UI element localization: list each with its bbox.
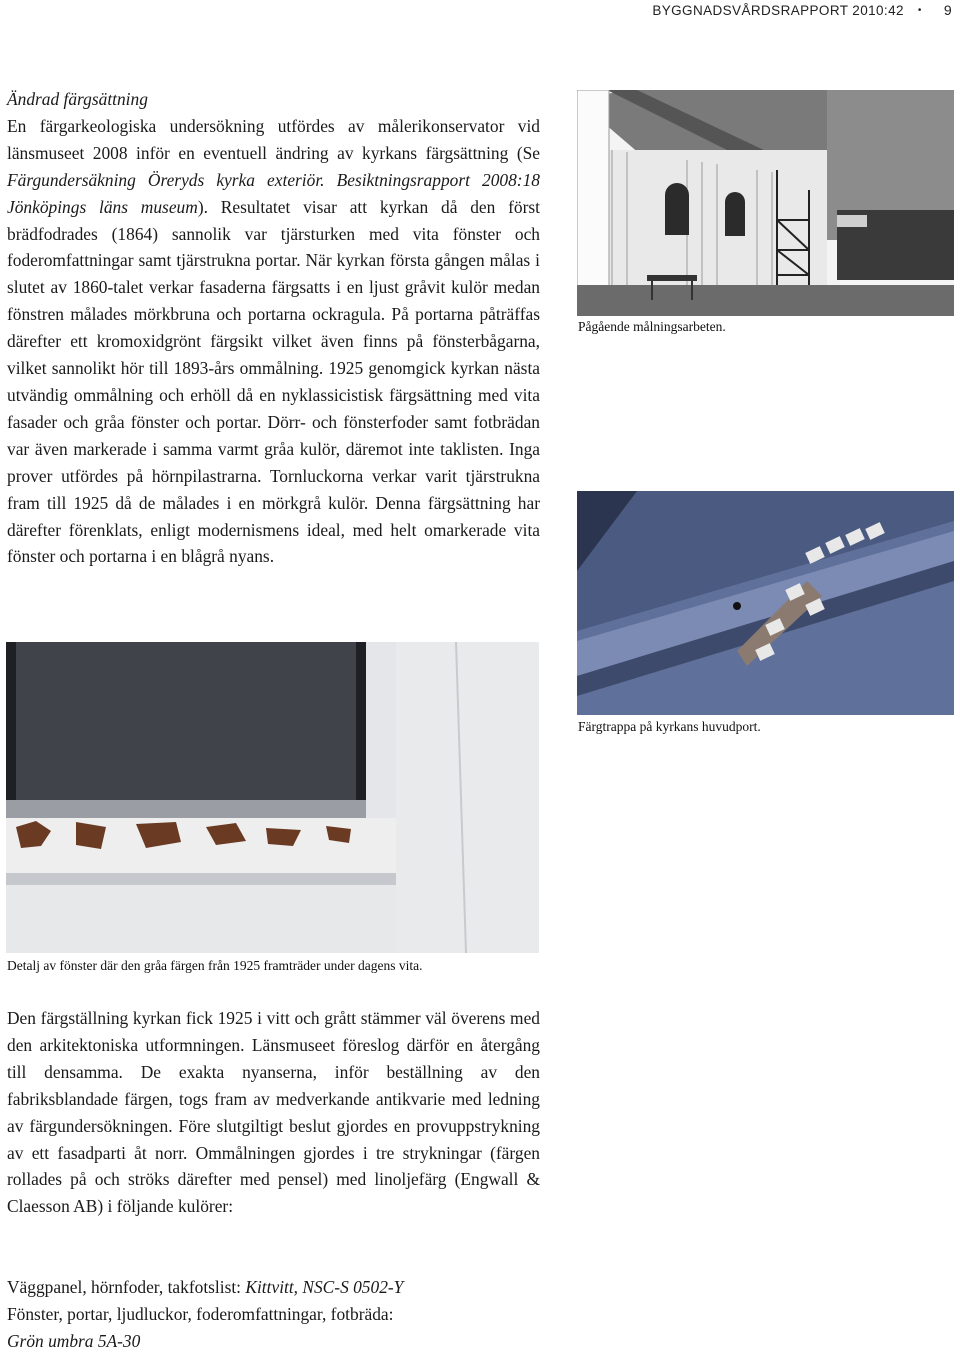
color-line-1 (7, 1274, 540, 1301)
door-paint-stair-photo (577, 491, 954, 715)
color-line-1-value: Kittvitt, NSC-S 0502-Y (245, 1277, 404, 1297)
report-title: BYGGNADSVÅRDSRAPPORT 2010:42 (652, 2, 904, 18)
window-photo-caption: Detalj av fönster där den gråa färgen från 1925 framträder under dagens vita. (7, 958, 423, 973)
color-line-2-label: Fönster, portar, ljudluckor, foderomfattningar, fotbräda: (7, 1303, 394, 1324)
intro-reference: Färgundersäkning Öreryds kyrka exteriör. Besiktningsrapport 2008:18 Jönköpings läns museum (7, 169, 540, 217)
color-line-2-value: Grön umbra 5A-30 (7, 1330, 141, 1351)
header-separator: • (917, 4, 922, 16)
intro-text-start: En färgarkeologiska undersökning utfördes av målerikonservator vid länsmuseet 2008 inför en eventuell ändring av kyrkans färgsättning (Se (7, 115, 540, 163)
intro-text-rest: ). Resultatet visar att kyrkan då den först brädfodrades (1864) sannolik var tjärsturken med vita fönster och foderomfattningar samt tjärstrukna portar. När kyrkan första gången målas i slutet av 1860-talet verkar fasaderna färgsatts i en ljust gråvit kulör medan fönstren målades mörkbruna och portarna ockragula. På portarna påträffas därefter ett kromoxidgrönt färgsikt vilket även finns på fönsterbågarna, vilket sannolikt hör till 1893-års ommålning. 1925 genomgick kyrkan nästa utvändig ommålning och erhöll då en nyklassicistisk färgsättning med vita fasader och gråa fönster och portar. Dörr- och fönsterfoder samt fotbrädan var även markerade i samma varmt gråa kulör, däremot inte taklisten. Inga prover utfördes på hörnpilastrarna. Tornluckorna verkar varit tjärstrukna fram till 1925 då de målades i en mörkgrå kulör. Denna färgsättning har därefter förenklats, enligt modernismens ideal, med helt omarkerade vita fönster och portarna i en blågrå nyans. (7, 196, 541, 567)
intro-paragraph (7, 86, 540, 570)
running-header (652, 2, 952, 18)
window-illustration (6, 642, 539, 953)
door-illustration (577, 491, 954, 715)
door-photo-caption: Färgtrappa på kyrkans huvudport. (578, 719, 761, 734)
church-photo-caption: Pågående målningsarbeten. (578, 319, 726, 334)
church-painting-photo (577, 90, 954, 316)
window-detail-photo (6, 642, 539, 953)
color-line-1-label: Väggpanel, hörnfoder, takfotslist: (7, 1277, 246, 1297)
page-number: 9 (943, 2, 952, 18)
color-specification (7, 1274, 540, 1355)
church-illustration (577, 90, 954, 316)
section-heading: Ändrad färgsättning (7, 89, 148, 109)
outro-paragraph: Den färgställning kyrkan fick 1925 i vitt och grått stämmer väl överens med den arkitektoniska utformningen. Länsmuseet föreslog därför en återgång till densamma. De exakta nyanserna, inför beställning av den fabriksblandade färgen, togs fram av medverkande antikvarie med ledning av färgundersökningen. Före slutgiltigt beslut gjordes en provuppstrykning av ett fasadparti åt norr. Ommålningen gjordes i tre strykningar (färgen rollades på och ströks därefter med pensel) med linoljefärg (Engwall & Claesson AB) i följande kulörer: (7, 1008, 540, 1217)
